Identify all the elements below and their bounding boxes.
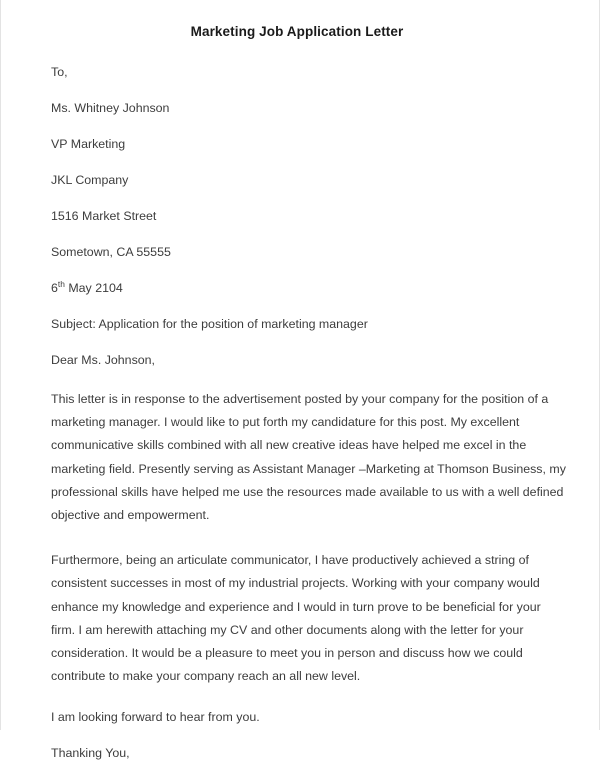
body-paragraph: This letter is in response to the advertisement posted by your company for the position of a marketing manager. I would like to put forth my candidature for this post. My excellent communicative skills combined with all new creative ideas have helped me excel in the marketing field. Presently serving as Assistant Manager –Marketing at Thomson Business, my professional skills have helped me use the resources made available to us with a well defined objective and empowerment. — [51, 392, 566, 523]
subject-line: Subject: Application for the position of marketing manager — [51, 317, 368, 331]
address-to-label: To, — [51, 65, 68, 79]
salutation: Dear Ms. Johnson, — [51, 353, 155, 367]
address-company: JKL Company — [51, 173, 129, 187]
page-title: Marketing Job Application Letter — [190, 24, 404, 39]
letter-date — [51, 278, 567, 295]
address-recipient-title: VP Marketing — [51, 137, 126, 151]
address-street: 1516 Market Street — [51, 209, 157, 223]
address-city-state-zip: Sometown, CA 55555 — [51, 245, 171, 259]
body-paragraph: Furthermore, being an articulate communicator, I have productively achieved a string of consistent successes in most of my industrial projects. Working with your company would enhance my knowledge and experience and I would in turn prove to be beneficial for your firm. I am herewith attaching my CV and other documents along with the letter for your consideration. It would be a pleasure to meet you in person and discuss how we could contribute to make your company reach an all new level. — [51, 553, 541, 684]
closing-line: I am looking forward to hear from you. — [51, 710, 260, 725]
letter-body — [1, 65, 599, 760]
sign-off: Thanking You, — [51, 746, 130, 760]
date-day: 6 — [51, 281, 58, 295]
address-recipient-name: Ms. Whitney Johnson — [51, 101, 170, 115]
recipient-address-block — [51, 65, 567, 295]
date-month-year: May 2104 — [64, 281, 123, 295]
date-ordinal-suffix: th — [57, 278, 65, 289]
